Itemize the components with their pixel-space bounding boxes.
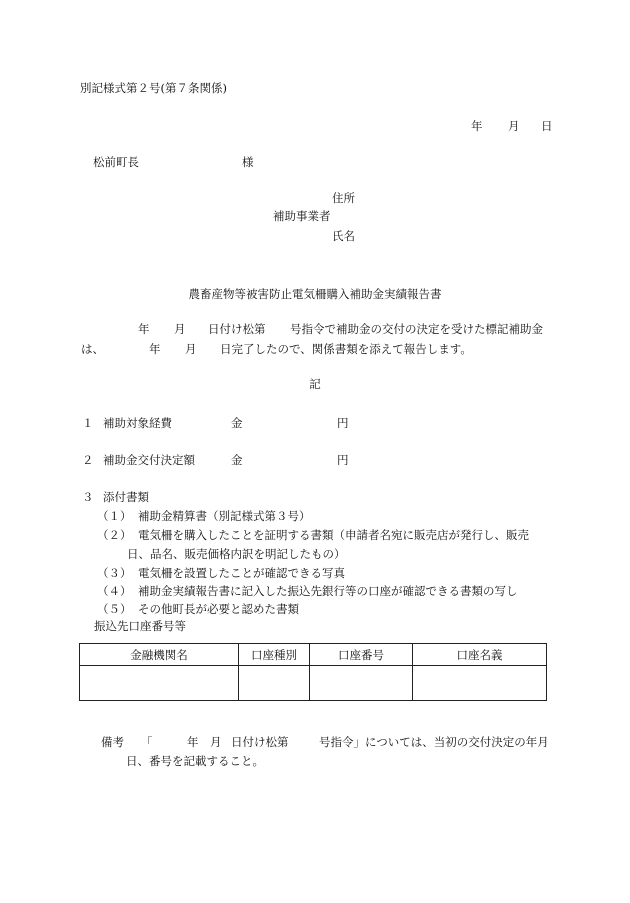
item-2-kin: 金 [231, 453, 243, 467]
column-header-account-holder: 口座名義 [413, 644, 547, 666]
attachment-2-text-cont: 日、品名、販売価格内訳を明記したもの） [127, 547, 346, 561]
date-year-label: 年 [471, 119, 483, 133]
note-date-ref: 日付け松第 [231, 735, 289, 749]
attachment-2-number: （２） [97, 528, 132, 542]
body-year: 年 [138, 322, 150, 336]
note-quote-open: 「 [141, 735, 153, 749]
applicant-address-label: 住所 [332, 191, 355, 205]
body-year-2: 年 [149, 342, 161, 356]
attachment-1-number: （１） [97, 509, 132, 523]
addressee-honorific: 様 [242, 155, 254, 169]
bank-account-table [79, 643, 547, 701]
date-day-label: 日 [541, 119, 553, 133]
document-title: 農畜産物等被害防止電気柵購入補助金実績報告書 [188, 287, 442, 301]
body-decision-text: 号指令で補助金の交付の決定を受けた標記補助金 [290, 322, 543, 336]
note-text-cont: 日、番号を記載すること。 [126, 754, 264, 768]
item-2-label: 補助金交付決定額 [103, 453, 195, 467]
note-year: 年 [187, 735, 199, 749]
body-month-2: 月 [185, 342, 197, 356]
item-2-en: 円 [337, 453, 349, 467]
date-month-label: 月 [508, 119, 520, 133]
attachment-5-number: （５） [97, 602, 132, 616]
column-header-bank-name: 金融機関名 [80, 644, 239, 666]
account-holder-cell [413, 666, 547, 701]
column-header-account-number: 口座番号 [310, 644, 413, 666]
table-row [80, 666, 547, 701]
body-ha: は、 [81, 342, 104, 356]
addressee-mayor: 松前町長 [93, 155, 139, 169]
attachment-4-text: 補助金実績報告書に記入した振込先銀行等の口座が確認できる書類の写し [138, 584, 518, 598]
item-3-label: 添付書類 [103, 490, 149, 504]
attachment-5-text: その他町長が必要と認めた書類 [138, 602, 299, 616]
table-header-row [80, 644, 547, 666]
body-month: 月 [174, 322, 186, 336]
item-1-kin: 金 [231, 416, 243, 430]
applicant-business-label: 補助事業者 [273, 209, 331, 223]
account-number-cell [310, 666, 413, 701]
item-1-number: １ [82, 416, 94, 430]
form-label: 別記様式第２号(第７条関係) [80, 81, 227, 95]
ki-heading: 記 [309, 377, 321, 391]
note-text: 号指令」については、当初の交付決定の年月 [319, 735, 549, 749]
attachment-1-text: 補助金精算書（別記様式第３号） [138, 509, 311, 523]
applicant-name-label: 氏名 [332, 229, 355, 243]
account-type-cell [239, 666, 310, 701]
attachment-2-text: 電気柵を購入したことを証明する書類（申請者名宛に販売店が発行し、販売 [138, 528, 529, 542]
body-completion-text: 日完了したので、関係書類を添えて報告します。 [220, 342, 472, 356]
item-3-number: ３ [82, 490, 94, 504]
bank-name-cell [80, 666, 239, 701]
body-line-2 [0, 344, 630, 358]
item-1-en: 円 [337, 416, 349, 430]
bank-info-heading: 振込先口座番号等 [94, 619, 186, 633]
attachment-4-number: （４） [97, 584, 132, 598]
item-2-number: ２ [82, 453, 94, 467]
note-month: 月 [210, 735, 222, 749]
item-1-label: 補助対象経費 [103, 416, 172, 430]
body-date-ref: 日付け松第 [208, 322, 266, 336]
body-line-1 [0, 324, 630, 338]
attachment-3-number: （３） [97, 566, 132, 580]
attachment-3-text: 電気柵を設置したことが確認できる写真 [138, 566, 345, 580]
column-header-account-type: 口座種別 [239, 644, 310, 666]
note-label: 備考 [101, 735, 124, 749]
